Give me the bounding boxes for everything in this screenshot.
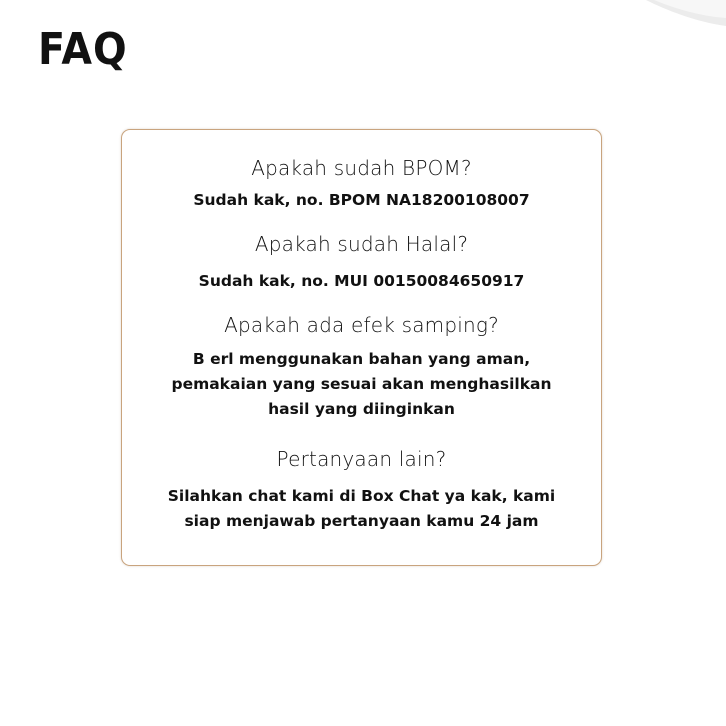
faq-answer-efek-samping <box>122 347 601 422</box>
faq-answer-halal: Sudah kak, no. MUI 00150084650917 <box>198 272 525 290</box>
faq-card <box>121 129 602 566</box>
faq-answer-lain <box>122 484 601 534</box>
faq-answer-line: Silahkan chat kami di Box Chat ya kak, kami <box>167 487 556 505</box>
faq-answer-line: B erl menggunakan bahan yang aman, <box>192 350 531 368</box>
page-title: FAQ <box>38 24 128 75</box>
faq-question-bpom: Apakah sudah BPOM? <box>251 156 472 180</box>
faq-answer-line: hasil yang diinginkan <box>268 400 455 418</box>
faq-question-efek-samping: Apakah ada efek samping? <box>224 313 499 337</box>
faq-answer-line: siap menjawab pertanyaan kamu 24 jam <box>184 512 539 530</box>
faq-answer-line: pemakaian yang sesuai akan menghasilkan <box>171 375 552 393</box>
faq-answer-bpom: Sudah kak, no. BPOM NA18200108007 <box>193 191 530 209</box>
decorative-swoosh <box>586 0 726 40</box>
faq-question-lain: Pertanyaan lain? <box>276 447 447 471</box>
faq-question-halal: Apakah sudah Halal? <box>254 232 469 256</box>
